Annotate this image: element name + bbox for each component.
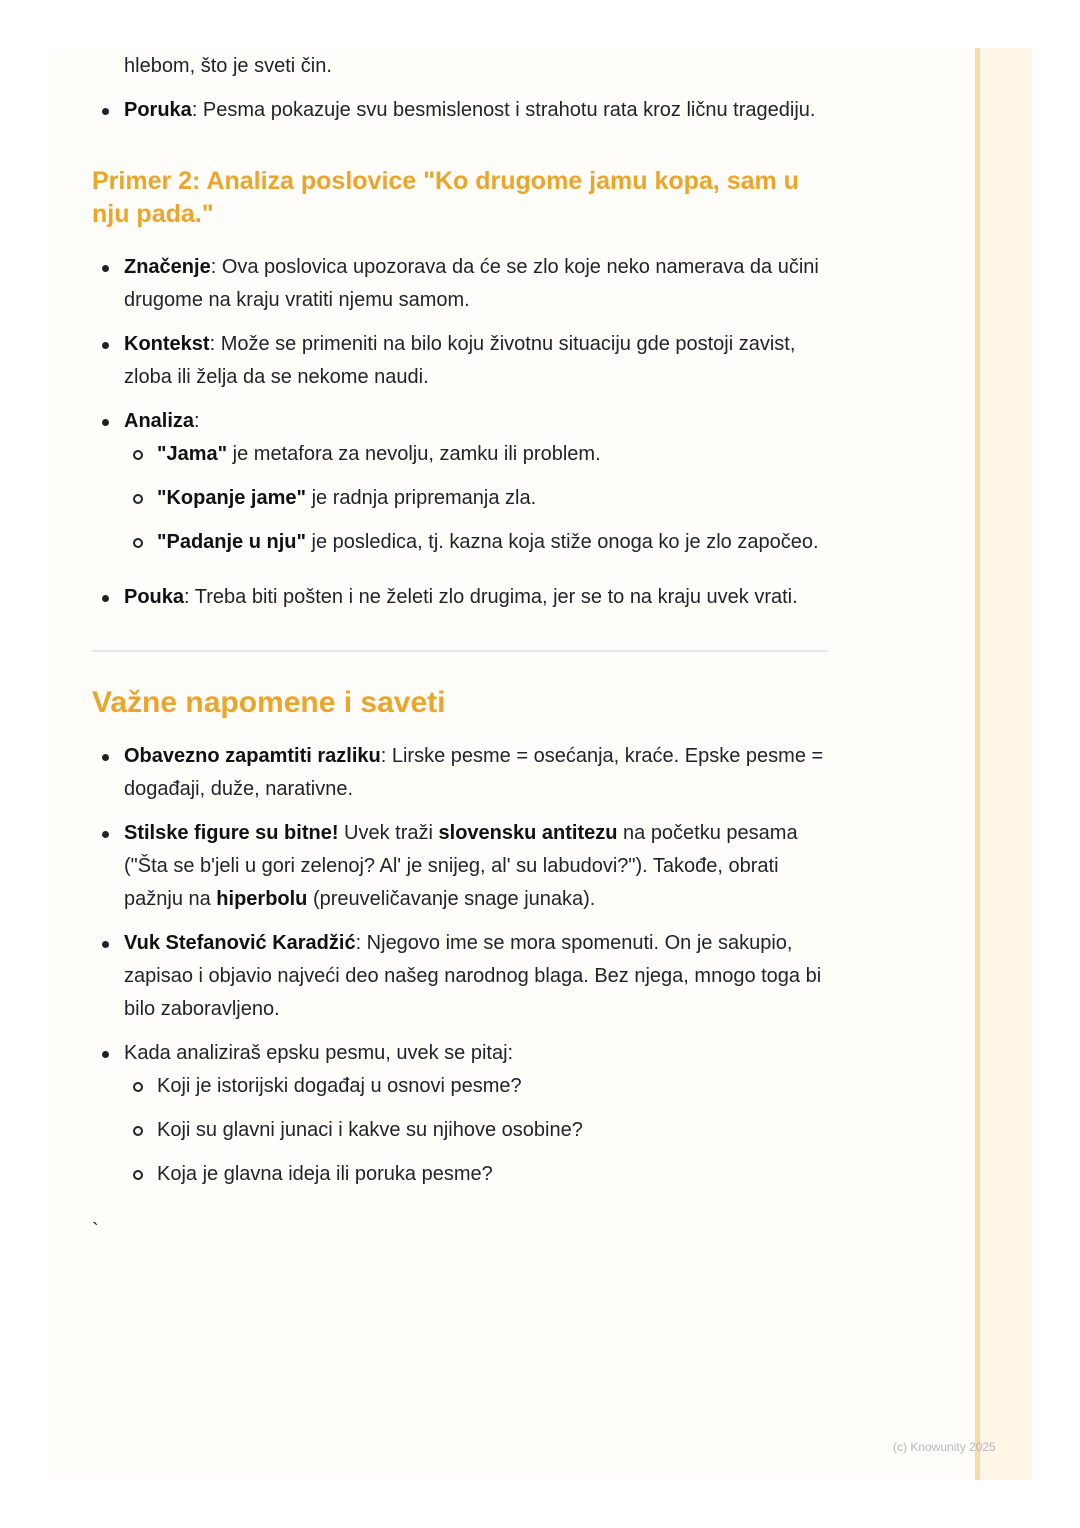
item-text: : Može se primeniti na bilo koju životnu situaciju gde postoji zavist, zloba ili želja da se nekome naudi. xyxy=(124,333,796,388)
item-text: na početku pesama ("Šta se b'jeli u gori zelenoj? Al' je snijeg, al' su labudovi?"). Takođe, obrati pažnju na xyxy=(124,822,798,910)
sublist-analiza xyxy=(124,438,832,559)
item-text: : Lirske pesme = osećanja, kraće. Epske pesme = događaji, duže, narativne. xyxy=(124,745,824,800)
item-label: Poruka xyxy=(124,99,192,121)
list-section2 xyxy=(92,251,832,614)
subitem-text: je radnja pripremanja zla. xyxy=(306,487,537,509)
sublist-item-padanje xyxy=(124,526,832,559)
item-text: : Njegovo ime se mora spomenuti. On je sakupio, zapisao i objavio najveći deo našeg narodnog blaga. Bez njega, mnogo toga bi bilo zaboravljeno. xyxy=(124,932,822,1020)
list-section1 xyxy=(92,94,832,127)
sublist-item-question: Koji je istorijski događaj u osnovi pesme? xyxy=(124,1070,832,1103)
item-text: : Pesma pokazuje svu besmislenost i strahotu rata kroz ličnu tragediju. xyxy=(191,99,816,121)
item-text: (preuveličavanje snage junaka). xyxy=(307,888,596,910)
list-item-pouka xyxy=(92,581,832,614)
item-text: : Ova poslovica upozorava da će se zlo koje neko namerava da učini drugome na kraju vratiti njemu samom. xyxy=(124,256,819,311)
item-label: Stilske figure su bitne! xyxy=(124,822,339,844)
list-item-kontekst xyxy=(92,328,832,394)
heading-primer-2: Primer 2: Analiza poslovice "Ko drugome jamu kopa, sam u nju pada." xyxy=(92,167,799,228)
item-label: Obavezno zapamtiti razliku xyxy=(124,745,381,767)
item-label: Kontekst xyxy=(124,333,210,355)
item-label: Značenje xyxy=(124,256,211,278)
section-divider xyxy=(92,650,828,652)
list-item-analiza xyxy=(92,405,832,559)
list-item-poruka xyxy=(92,94,832,127)
item-text: : xyxy=(194,410,200,432)
subitem-label: "Jama" xyxy=(157,443,228,465)
subitem-text: je posledica, tj. kazna koja stiže onoga ko je zlo započeo. xyxy=(305,531,819,553)
subitem-text: je metafora za nevolju, zamku ili problem. xyxy=(227,443,601,465)
stray-backtick: ` xyxy=(92,1220,99,1242)
sublist-item-kopanje xyxy=(124,482,832,515)
list-item-analiza-pesme xyxy=(92,1037,832,1191)
item-label: Pouka xyxy=(124,586,185,608)
list-item-znacenje xyxy=(92,251,832,317)
copyright-footer: (c) Knowunity 2025 xyxy=(893,1440,996,1454)
item-bold: slovensku antitezu xyxy=(438,822,618,844)
continuation-text: hlebom, što je sveti čin. xyxy=(124,55,332,77)
list-item-stilske-figure xyxy=(92,817,832,916)
sublist-item-question: Koji su glavni junaci i kakve su njihove osobine? xyxy=(124,1114,832,1147)
item-label: Vuk Stefanović Karadžić xyxy=(124,932,356,954)
sublist-item-question: Koja je glavna ideja ili poruka pesme? xyxy=(124,1158,832,1191)
item-bold: hiperbolu xyxy=(216,888,308,910)
item-label: Analiza xyxy=(124,410,195,432)
list-section3 xyxy=(92,740,832,1191)
sublist-item-jama xyxy=(124,438,832,471)
item-text: Uvek traži xyxy=(338,822,439,844)
list-item-razlika xyxy=(92,740,832,806)
side-strip xyxy=(980,48,1032,1480)
document-content xyxy=(92,50,832,1248)
item-text: : Treba biti pošten i ne želeti zlo drugima, jer se to na kraju uvek vrati. xyxy=(184,586,798,608)
sublist-questions xyxy=(124,1070,832,1191)
item-text: Kada analiziraš epsku pesmu, uvek se pitaj: xyxy=(124,1042,514,1064)
subitem-label: "Padanje u nju" xyxy=(157,531,306,553)
subitem-label: "Kopanje jame" xyxy=(157,487,307,509)
heading-vazne-napomene: Važne napomene i saveti xyxy=(92,686,446,719)
list-item-vuk xyxy=(92,927,832,1026)
